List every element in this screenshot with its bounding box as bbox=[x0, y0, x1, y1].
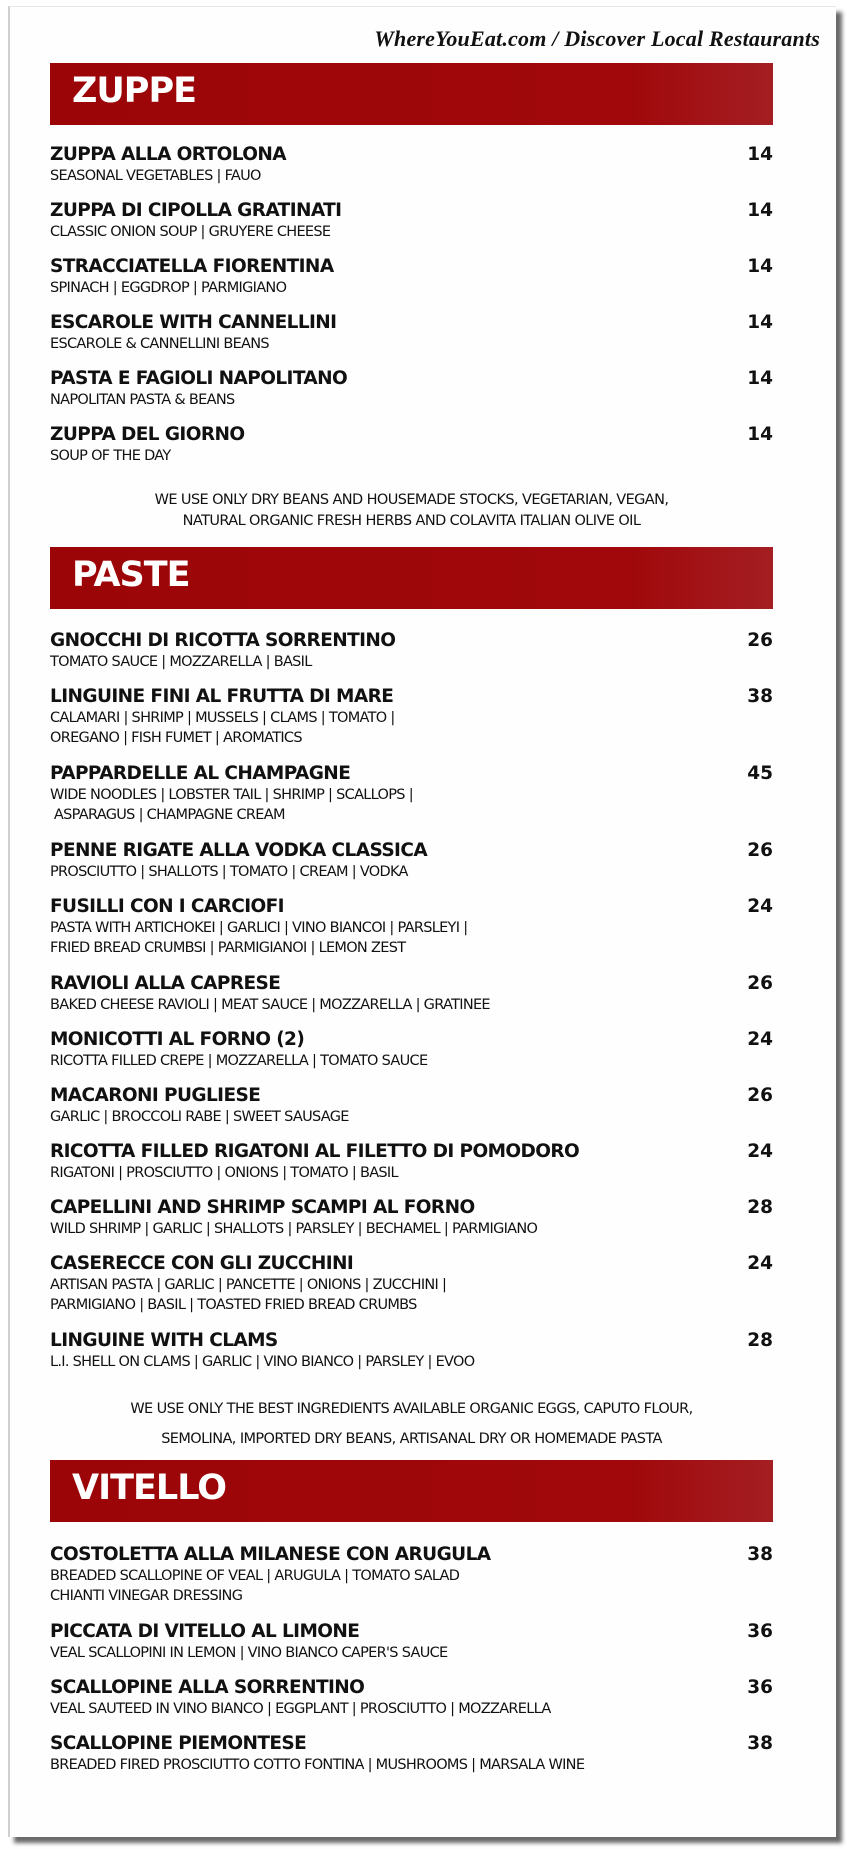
item-desc: OREGANO | FISH FUMET | AROMATICS bbox=[50, 730, 302, 746]
item-price: 28 bbox=[747, 1330, 773, 1351]
item-desc: VEAL SCALLOPINI IN LEMON | VINO BIANCO CAPER'S SAUCE bbox=[50, 1645, 448, 1661]
item-desc: ARTISAN PASTA | GARLIC | PANCETTE | ONIONS | ZUCCHINI | bbox=[50, 1277, 447, 1293]
item-name: CAPELLINI AND SHRIMP SCAMPI AL FORNO bbox=[50, 1197, 475, 1218]
item-desc: NAPOLITAN PASTA & BEANS bbox=[50, 392, 235, 408]
item-name: PASTA E FAGIOLI NAPOLITANO bbox=[50, 368, 348, 389]
item-desc: VEAL SAUTEED IN VINO BIANCO | EGGPLANT | PROSCIUTTO | MOZZARELLA bbox=[50, 1701, 551, 1717]
item-desc: RIGATONI | PROSCIUTTO | ONIONS | TOMATO | BASIL bbox=[50, 1165, 398, 1181]
item-desc: FRIED BREAD CRUMBSI | PARMIGIANOI | LEMON ZEST bbox=[50, 940, 406, 956]
menu-item bbox=[50, 1330, 773, 1372]
item-name: COSTOLETTA ALLA MILANESE CON ARUGULA bbox=[50, 1544, 491, 1565]
menu-item bbox=[50, 896, 773, 958]
item-price: 14 bbox=[747, 368, 773, 389]
item-desc: PROSCIUTTO | SHALLOTS | TOMATO | CREAM | VODKA bbox=[50, 864, 408, 880]
menu-item bbox=[50, 144, 773, 186]
item-name: PENNE RIGATE ALLA VODKA CLASSICA bbox=[50, 840, 428, 861]
menu-item bbox=[50, 1141, 773, 1183]
section-banner-paste bbox=[50, 547, 773, 609]
menu-item bbox=[50, 1029, 773, 1071]
menu-item bbox=[50, 256, 773, 298]
menu-item bbox=[50, 686, 773, 748]
item-desc: BREADED SCALLOPINE OF VEAL | ARUGULA | TOMATO SALAD bbox=[50, 1568, 460, 1584]
item-desc: SOUP OF THE DAY bbox=[50, 448, 171, 464]
menu-item bbox=[50, 200, 773, 242]
item-name: LINGUINE FINI AL FRUTTA DI MARE bbox=[50, 686, 394, 707]
menu-item bbox=[50, 1677, 773, 1719]
section-banner-vitello bbox=[50, 1460, 773, 1522]
item-desc: PASTA WITH ARTICHOKEI | GARLICI | VINO BIANCOI | PARSLEYI | bbox=[50, 920, 468, 936]
item-price: 24 bbox=[747, 896, 773, 917]
item-price: 14 bbox=[747, 200, 773, 221]
item-price: 14 bbox=[747, 144, 773, 165]
item-price: 26 bbox=[747, 973, 773, 994]
menu-item bbox=[50, 763, 773, 825]
item-name: LINGUINE WITH CLAMS bbox=[50, 1330, 278, 1351]
item-price: 36 bbox=[747, 1621, 773, 1642]
menu-item bbox=[50, 1733, 773, 1775]
menu-item bbox=[50, 368, 773, 410]
item-price: 14 bbox=[747, 424, 773, 445]
item-desc: SPINACH | EGGDROP | PARMIGIANO bbox=[50, 280, 287, 296]
menu-item bbox=[50, 1197, 773, 1239]
item-desc: ESCAROLE & CANNELLINI BEANS bbox=[50, 336, 269, 352]
item-desc: BREADED FIRED PROSCIUTTO COTTO FONTINA | MUSHROOMS | MARSALA WINE bbox=[50, 1757, 585, 1773]
item-price: 14 bbox=[747, 256, 773, 277]
item-name: SCALLOPINE PIEMONTESE bbox=[50, 1733, 307, 1754]
menu-item bbox=[50, 1253, 773, 1315]
item-name: ZUPPA ALLA ORTOLONA bbox=[50, 144, 287, 165]
item-name: CASERECCE CON GLI ZUCCHINI bbox=[50, 1253, 354, 1274]
item-name: FUSILLI CON I CARCIOFI bbox=[50, 896, 284, 917]
menu-item bbox=[50, 1544, 773, 1606]
item-price: 24 bbox=[747, 1141, 773, 1162]
item-price: 45 bbox=[747, 763, 773, 784]
item-price: 26 bbox=[747, 630, 773, 651]
item-desc: WILD SHRIMP | GARLIC | SHALLOTS | PARSLEY | BECHAMEL | PARMIGIANO bbox=[50, 1221, 538, 1237]
menu-item bbox=[50, 840, 773, 882]
item-name: ESCAROLE WITH CANNELLINI bbox=[50, 312, 337, 333]
item-name: MACARONI PUGLIESE bbox=[50, 1085, 261, 1106]
item-price: 24 bbox=[747, 1253, 773, 1274]
item-desc: ASPARAGUS | CHAMPAGNE CREAM bbox=[50, 807, 285, 823]
section-title: ZUPPE bbox=[72, 71, 197, 111]
item-desc: GARLIC | BROCCOLI RABE | SWEET SAUSAGE bbox=[50, 1109, 349, 1125]
item-name: PAPPARDELLE AL CHAMPAGNE bbox=[50, 763, 351, 784]
menu-item bbox=[50, 973, 773, 1015]
item-desc: WIDE NOODLES | LOBSTER TAIL | SHRIMP | SCALLOPS | bbox=[50, 787, 413, 803]
item-price: 24 bbox=[747, 1029, 773, 1050]
menu-item bbox=[50, 312, 773, 354]
menu-item bbox=[50, 424, 773, 466]
menu-item bbox=[50, 1085, 773, 1127]
site-header: WhereYouEat.com / Discover Local Restaurants bbox=[374, 26, 820, 51]
item-price: 38 bbox=[747, 1544, 773, 1565]
item-desc: PARMIGIANO | BASIL | TOASTED FRIED BREAD CRUMBS bbox=[50, 1297, 417, 1313]
item-price: 26 bbox=[747, 840, 773, 861]
item-price: 38 bbox=[747, 686, 773, 707]
item-desc: TOMATO SAUCE | MOZZARELLA | BASIL bbox=[50, 654, 312, 670]
item-name: SCALLOPINE ALLA SORRENTINO bbox=[50, 1677, 365, 1698]
section-banner-zuppe bbox=[50, 63, 773, 125]
item-name: MONICOTTI AL FORNO (2) bbox=[50, 1029, 305, 1050]
menu-item bbox=[50, 1621, 773, 1663]
menu-item bbox=[50, 630, 773, 672]
item-desc: RICOTTA FILLED CREPE | MOZZARELLA | TOMATO SAUCE bbox=[50, 1053, 428, 1069]
section-note-line: WE USE ONLY DRY BEANS AND HOUSEMADE STOCKS, VEGETARIAN, VEGAN, bbox=[154, 492, 669, 508]
item-name: GNOCCHI DI RICOTTA SORRENTINO bbox=[50, 630, 396, 651]
section-note-line: WE USE ONLY THE BEST INGREDIENTS AVAILABLE ORGANIC EGGS, CAPUTO FLOUR, bbox=[130, 1401, 693, 1417]
item-name: ZUPPA DI CIPOLLA GRATINATI bbox=[50, 200, 342, 221]
item-price: 14 bbox=[747, 312, 773, 333]
item-name: STRACCIATELLA FIORENTINA bbox=[50, 256, 334, 277]
item-desc: CHIANTI VINEGAR DRESSING bbox=[50, 1588, 243, 1604]
item-price: 26 bbox=[747, 1085, 773, 1106]
section-title: PASTE bbox=[72, 555, 190, 595]
item-name: RICOTTA FILLED RIGATONI AL FILETTO DI POMODORO bbox=[50, 1141, 580, 1162]
section-title: VITELLO bbox=[72, 1468, 227, 1508]
item-desc: BAKED CHEESE RAVIOLI | MEAT SAUCE | MOZZARELLA | GRATINEE bbox=[50, 997, 490, 1013]
item-name: ZUPPA DEL GIORNO bbox=[50, 424, 245, 445]
item-desc: CALAMARI | SHRIMP | MUSSELS | CLAMS | TOMATO | bbox=[50, 710, 395, 726]
item-name: RAVIOLI ALLA CAPRESE bbox=[50, 973, 281, 994]
item-price: 38 bbox=[747, 1733, 773, 1754]
item-desc: L.I. SHELL ON CLAMS | GARLIC | VINO BIANCO | PARSLEY | EVOO bbox=[50, 1354, 475, 1370]
item-desc: SEASONAL VEGETABLES | FAUO bbox=[50, 168, 261, 184]
item-price: 28 bbox=[747, 1197, 773, 1218]
item-name: PICCATA DI VITELLO AL LIMONE bbox=[50, 1621, 360, 1642]
item-desc: CLASSIC ONION SOUP | GRUYERE CHEESE bbox=[50, 224, 331, 240]
item-price: 36 bbox=[747, 1677, 773, 1698]
section-note-line: NATURAL ORGANIC FRESH HERBS AND COLAVITA ITALIAN OLIVE OIL bbox=[182, 513, 641, 529]
section-note-line: SEMOLINA, IMPORTED DRY BEANS, ARTISANAL DRY OR HOMEMADE PASTA bbox=[161, 1431, 662, 1447]
